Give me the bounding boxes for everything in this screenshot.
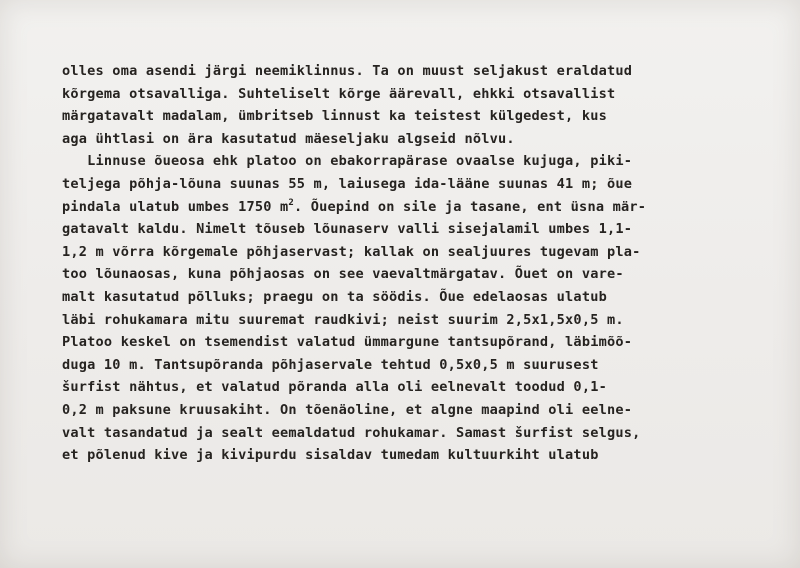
text-line: aga ühtlasi on ära kasutatud mäeseljaku algseid nõlvu. [62,130,515,147]
typewritten-text-body [62,60,792,467]
text-line-segment: pindala ulatub umbes 1750 m [62,198,289,215]
text-line: šurfist nähtus, et valatud põranda alla oli eelnevalt toodud 0,1- [62,379,607,396]
text-line-segment: . Õuepind on sile ja tasane, ent üsna mär- [294,198,647,215]
text-line: läbi rohukamara mitu suuremat raudkivi; neist suurim 2,5x1,5x0,5 m. [62,311,624,328]
text-line: malt kasutatud põlluks; praegu on ta söödis. Õue edelaosas ulatub [62,288,607,305]
text-line: 1,2 m võrra kõrgemale põhjaservast; kallak on sealjuures tugevam pla- [62,243,641,260]
text-line: Linnuse õueosa ehk platoo on ebakorrapärase ovaalse kujuga, piki- [62,153,633,170]
text-line: kõrgema otsavalliga. Suhteliselt kõrge äärevall, ehkki otsavallist [62,85,616,102]
text-line: et põlenud kive ja kivipurdu sisaldav tumedam kultuurkiht ulatub [62,447,599,464]
text-line [62,196,792,219]
text-line: duga 10 m. Tantsupõranda põhjaservale tehtud 0,5x0,5 m suurusest [62,356,599,373]
superscript-exponent: 2 [288,197,294,208]
text-line: teljega põhja-lõuna suunas 55 m, laiusega ida-lääne suunas 41 m; õue [62,175,633,192]
text-line: valt tasandatud ja sealt eemaldatud rohukamar. Samast šurfist selgus, [62,424,641,441]
text-line: too lõunaosas, kuna põhjaosas on see vaevaltmärgatav. Õuet on vare- [62,266,624,283]
text-line: märgatavalt madalam, ümbritseb linnust ka teistest külgedest, kus [62,108,607,125]
text-line: gatavalt kaldu. Nimelt tõuseb lõunaserv valli sisejalamil umbes 1,1- [62,221,633,238]
text-line: 0,2 m paksune kruusakiht. On tõenäoline, et algne maapind oli eelne- [62,401,633,418]
text-line: olles oma asendi järgi neemiklinnus. Ta on muust seljakust eraldatud [62,63,633,79]
text-line: Platoo keskel on tsemendist valatud ümmargune tantsupõrand, läbimõõ- [62,334,633,351]
